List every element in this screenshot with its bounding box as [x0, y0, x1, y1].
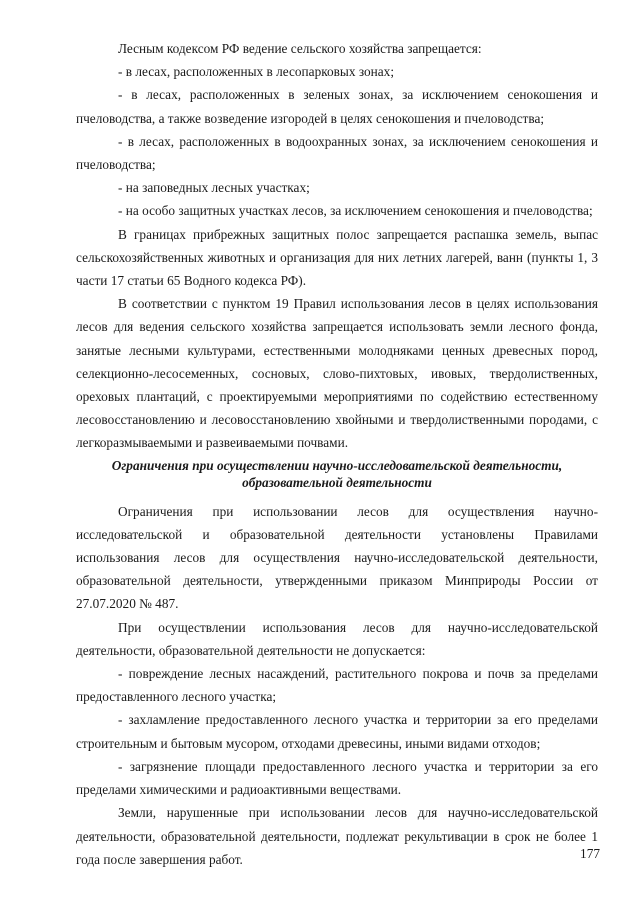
paragraph: В соответствии с пунктом 19 Правил использования лесов в целях использования лесов для ведения сельского хозяйства запрещается использовать земли лесного фонда, занятые лесными культурами, естественными молодняками ценных древесных пород, селекционно-лесосеменных, сосновых, слово-пихтовых, ивовых, твердолиственных, ореховых плантаций, с проектируемыми мероприятиями по содействию естественному лесовосстановлению и лесовосстановлению хвойными и твердолиственными породами, с легкоразмываемыми и развеиваемыми почвами. [76, 296, 598, 451]
section-heading [76, 457, 598, 491]
list-item: - в лесах, расположенных в водоохранных зонах, за исключением сенокошения и пчеловодства; [76, 133, 598, 173]
list-item: - в лесах, расположенных в зеленых зонах, за исключением сенокошения и пчеловодства, а также возведение изгородей в целях сенокошения и пчеловодства; [76, 87, 598, 126]
section-heading-line: образовательной деятельности [242, 474, 432, 490]
document-body [76, 37, 598, 871]
paragraph: В границах прибрежных защитных полос запрещается распашка земель, выпас сельскохозяйственных животных и организация для них летних лагерей, ванн (пункты 1, 3 части 17 статьи 65 Водного кодекса РФ). [76, 226, 598, 289]
list-item: - захламление предоставленного лесного участка и территории за его пределами строительным и бытовым мусором, отходами древесины, иными видами отходов; [76, 712, 598, 751]
paragraph: Ограничения при использовании лесов для осуществления научно-исследовательской и образовательной деятельности установлены Правилами использования лесов для осуществления научно-исследовательской деятельности, образовательной деятельности, утвержденными приказом Минприроды России от 27.07.2020 № 487. [76, 503, 598, 612]
list-item: - на особо защитных участках лесов, за исключением сенокошения и пчеловодства; [118, 203, 593, 219]
list-item: - на заповедных лесных участках; [118, 180, 310, 196]
list-item: - в лесах, расположенных в лесопарковых зонах; [118, 64, 395, 80]
paragraph: При осуществлении использования лесов для научно-исследовательской деятельности, образовательной деятельности не допускается: [76, 619, 598, 658]
list-item: - повреждение лесных насаждений, растительного покрова и почв за пределами предоставленного лесного участка; [76, 666, 598, 705]
paragraph: Земли, нарушенные при использовании лесов для научно-исследовательской деятельности, образовательной деятельности, подлежат рекультивации в срок не более 1 года после завершения работ. [76, 805, 598, 867]
section-heading-line: Ограничения при осуществлении научно-исследовательской деятельности, [111, 457, 563, 473]
paragraph: Лесным кодексом РФ ведение сельского хозяйства запрещается: [118, 41, 482, 56]
list-item: - загрязнение площади предоставленного лесного участка и территории за его пределами химическими и радиоактивными веществами. [76, 758, 598, 798]
page-number: 177 [580, 846, 600, 861]
